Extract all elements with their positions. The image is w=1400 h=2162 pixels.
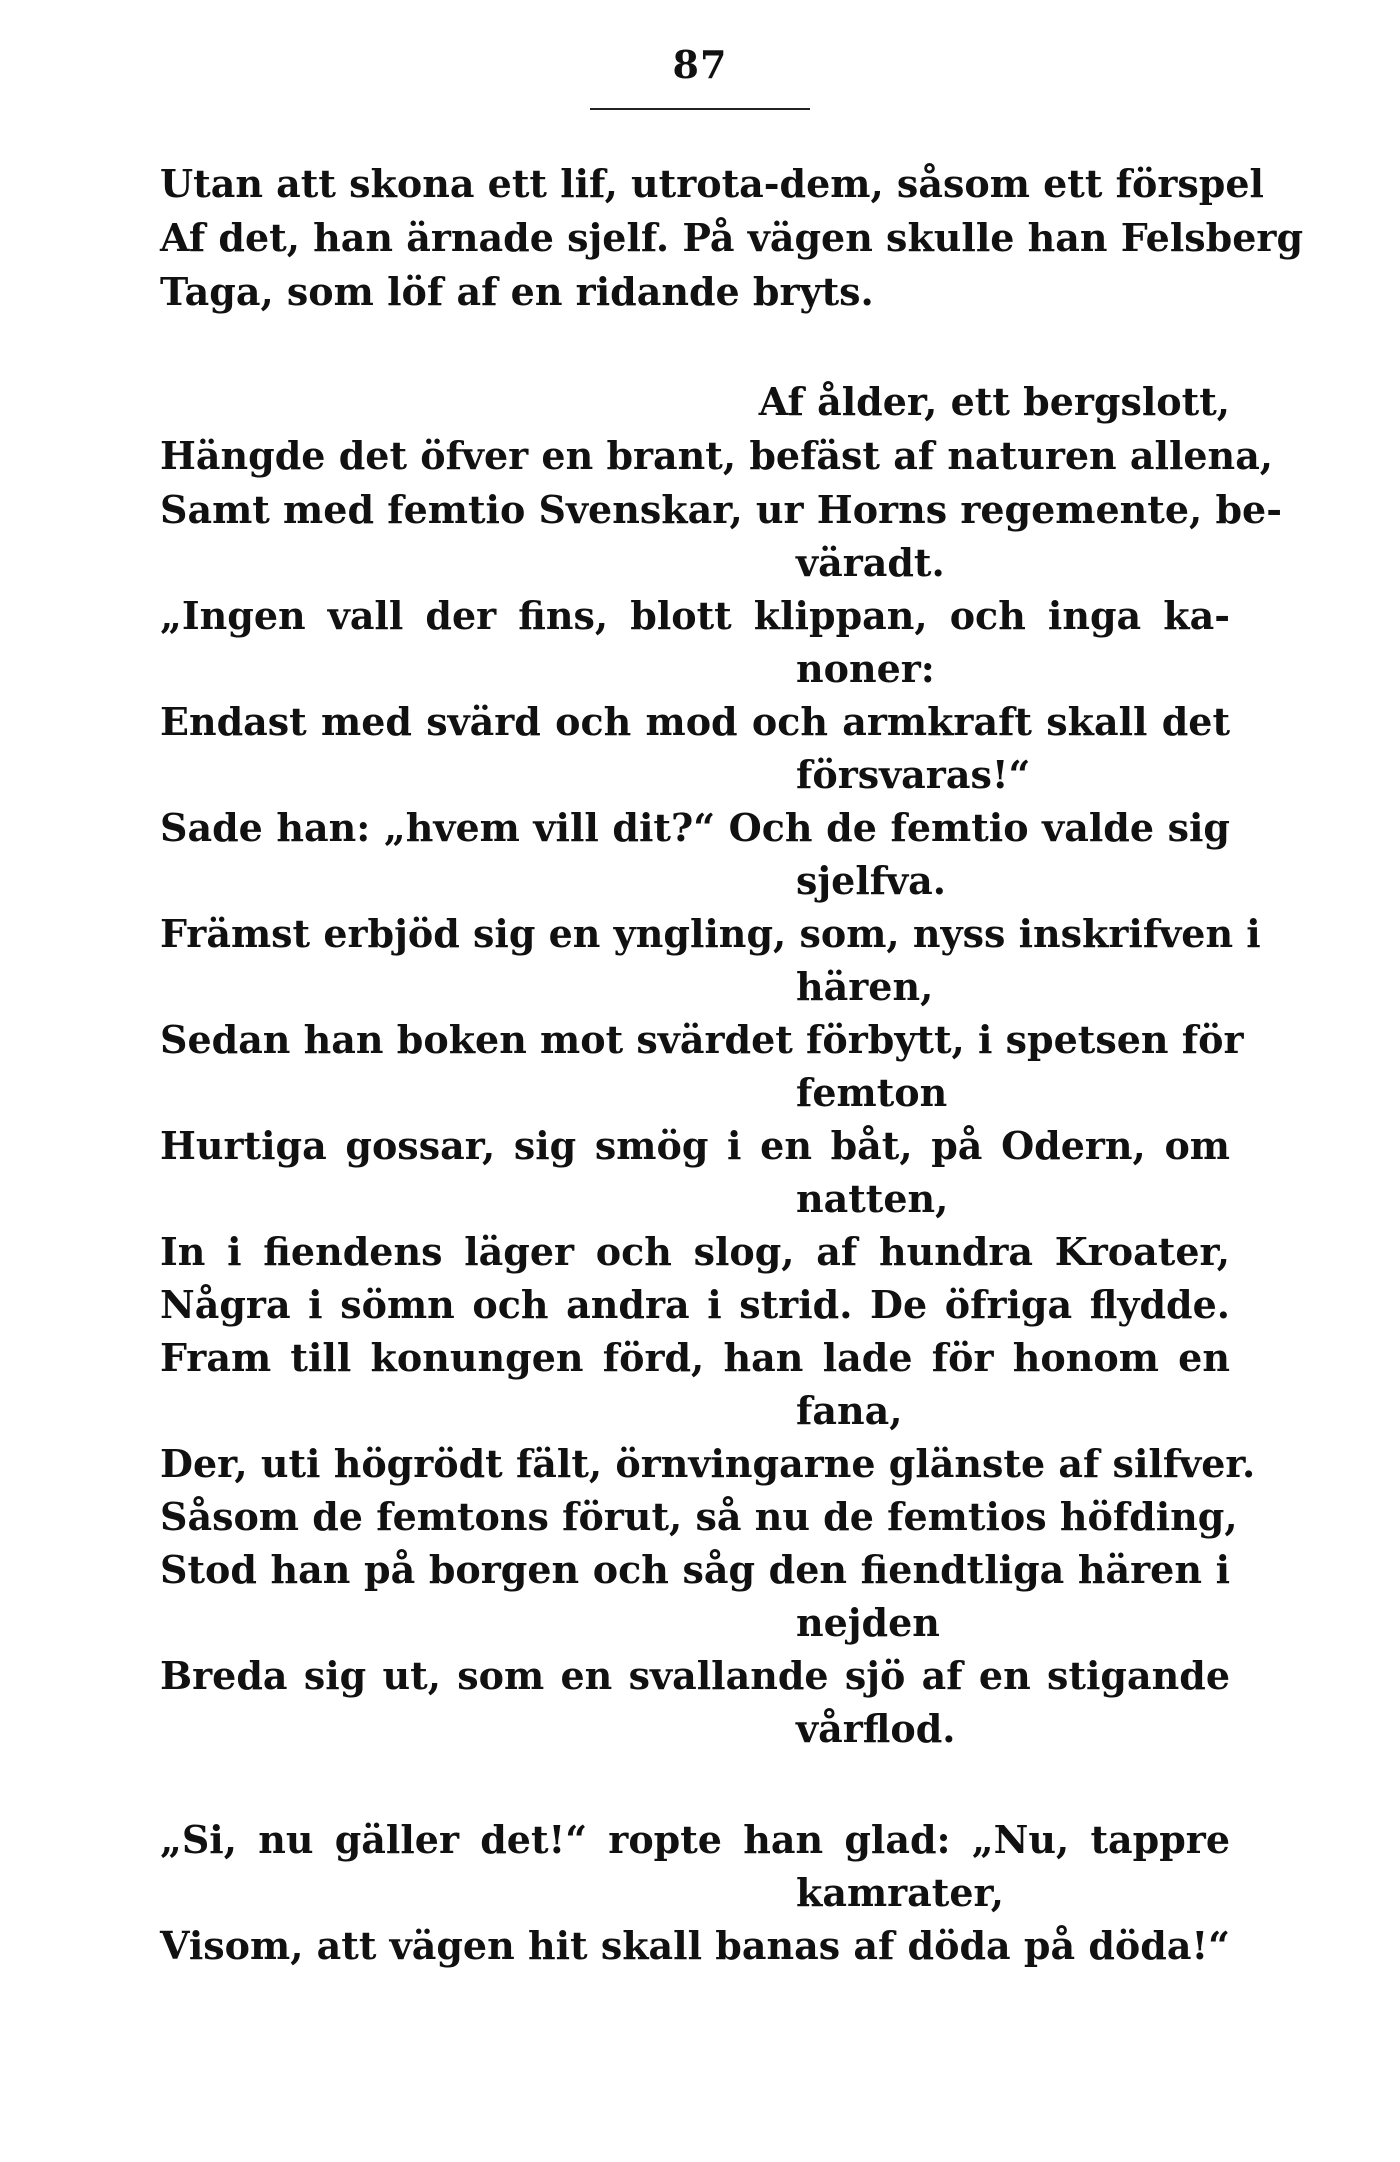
text-line-continuation: hären,	[796, 964, 934, 1009]
text-line-continuation: kamrater,	[796, 1870, 1005, 1915]
text-line: Hurtiga gossar, sig smög i en båt, på Odern, om	[160, 1123, 1230, 1168]
text-line: Samt med femtio Svenskar, ur Horns regemente, be-	[160, 487, 1282, 532]
page-number: 87	[672, 42, 728, 87]
text-line: Några i sömn och andra i strid. De öfriga flydde.	[160, 1282, 1230, 1327]
text-line: Breda sig ut, som en svallande sjö af en stigande	[160, 1653, 1230, 1698]
text-line: Hängde det öfver en brant, befäst af naturen allena,	[160, 433, 1274, 478]
text-line: Der, uti högrödt fält, örnvingarne glänste af silfver.	[160, 1441, 1256, 1486]
text-line: „Si, nu gäller det!“ ropte han glad: „Nu, tappre	[160, 1817, 1230, 1862]
text-line-continuation: försvaras!“	[796, 752, 1031, 797]
text-line-continuation: femton	[796, 1070, 948, 1115]
text-line-continuation: fana,	[796, 1388, 903, 1433]
text-line: „Ingen vall der fins, blott klippan, och inga ka-	[160, 593, 1230, 638]
text-line: Taga, som löf af en ridande bryts.	[160, 269, 874, 314]
text-line: Utan att skona ett lif, utrota-dem, såsom ett förspel	[160, 161, 1264, 206]
text-line-continuation: väradt.	[796, 540, 945, 585]
text-line: Sade han: „hvem vill dit?“ Och de femtio valde sig	[160, 805, 1230, 850]
text-line: Stod han på borgen och såg den fiendtliga hären i	[160, 1547, 1230, 1592]
text-line-continuation: sjelfva.	[796, 858, 947, 903]
header-rule	[590, 108, 810, 110]
text-line: Af ålder, ett bergslott,	[758, 379, 1230, 424]
text-line: Sedan han boken mot svärdet förbytt, i spetsen för	[160, 1017, 1244, 1062]
text-line: Såsom de femtons förut, så nu de femtios höfding,	[160, 1494, 1238, 1539]
text-line: In i fiendens läger och slog, af hundra Kroater,	[160, 1229, 1230, 1274]
text-line: Fram till konungen förd, han lade för honom en	[160, 1335, 1230, 1380]
text-line-continuation: nejden	[796, 1600, 940, 1645]
text-line: Främst erbjöd sig en yngling, som, nyss inskrifven i	[160, 911, 1261, 956]
text-line: Endast med svärd och mod och armkraft skall det	[160, 699, 1230, 744]
text-line: Af det, han ärnade sjelf. På vägen skulle han Felsberg	[160, 215, 1304, 260]
text-line-continuation: noner:	[796, 646, 935, 691]
text-line-continuation: vårflod.	[796, 1706, 956, 1751]
text-line-continuation: natten,	[796, 1176, 949, 1221]
text-line: Visom, att vägen hit skall banas af döda på döda!“	[160, 1923, 1230, 1968]
